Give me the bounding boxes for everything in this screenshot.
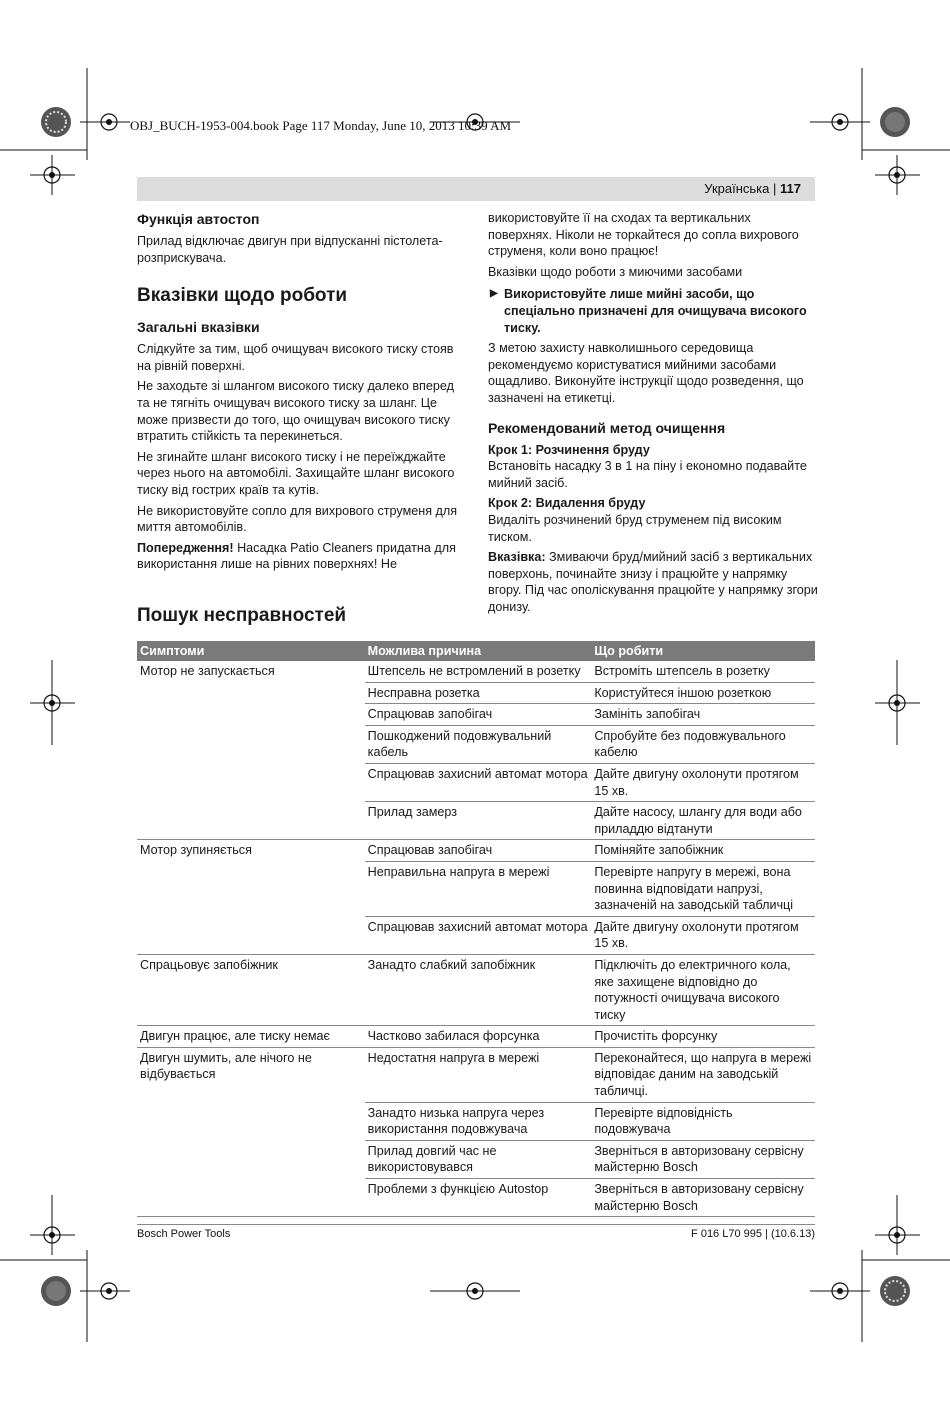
cause-cell: Занадто слабкий запобіжник [365, 954, 592, 1025]
cause-cell: Недостатня напруга в мережі [365, 1047, 592, 1102]
action-cell: Користуйтеся іншою розеткою [591, 682, 815, 704]
action-cell: Замініть запобігач [591, 704, 815, 726]
right-p1: використовуйте її на сходах та вертикальних поверхнях. Ніколи не торкайтеся до сопла вихрового струменя, коли воно працює! [488, 211, 799, 259]
bullet-text: Використовуйте лише мийні засоби, що спеціально призначені для очищувача високого тиску. [504, 287, 807, 335]
table-row [137, 802, 815, 840]
method-title: Рекомендований метод очищення [488, 419, 726, 436]
table-row [137, 682, 815, 704]
footer-left: Bosch Power Tools [137, 1228, 231, 1240]
page-header [137, 177, 815, 201]
action-cell: Зверніться в авторизовану сервісну майстерню Bosch [591, 1140, 815, 1178]
action-cell: Перевірте відповідність подовжувача [591, 1102, 815, 1140]
cause-cell: Спрацював захисний автомат мотора [365, 763, 592, 801]
step1-title: Крок 1: Розчинення бруду [488, 442, 650, 457]
table-row [137, 861, 815, 916]
detergent-bullet [488, 286, 818, 336]
right-p2: Вказівки щодо роботи з миючими засобами [488, 264, 743, 279]
table-row [137, 763, 815, 801]
table-row [137, 1026, 815, 1048]
warning-paragraph [137, 540, 467, 573]
step2-text: Видаліть розчинений бруд струменем під високим тиском. [488, 512, 782, 544]
general-p3: Не згинайте шланг високого тиску і не переїжджайте через нього на автомобілі. Захищайте шланг високого тиску від гострих країв та кутів. [137, 449, 455, 497]
general-p2: Не заходьте зі шлангом високого тиску далеко вперед та не тягніть очищувач високого тиску за шланг. Це може призвести до того, що очищувач високого тиску втратить стійкість та перекинеться. [137, 379, 454, 444]
table-row [137, 840, 815, 862]
step2-title: Крок 2: Видалення бруду [488, 496, 646, 511]
header-action: Що робити [591, 641, 815, 661]
page-number: 117 [780, 181, 801, 196]
right-column [488, 210, 818, 619]
symptom-cell [137, 763, 365, 801]
cause-cell: Спрацював захисний автомат мотора [365, 916, 592, 954]
table-row [137, 1140, 815, 1178]
action-cell: Прочистіть форсунку [591, 1026, 815, 1048]
cause-cell: Пошкоджений подовжувальний кабель [365, 725, 592, 763]
warning-label: Попередження! [137, 540, 234, 555]
action-cell: Перевірте напругу в мережі, вона повинна відповідати напрузі, зазначеній на заводській табличці [591, 861, 815, 916]
symptom-cell [137, 682, 365, 704]
step1-text: Встановіть насадку 3 в 1 на піну і економно подавайте мийний засіб. [488, 459, 807, 490]
troubleshoot-title: Пошук несправностей [137, 605, 347, 626]
symptom-cell [137, 916, 365, 954]
cause-cell: Прилад замерз [365, 802, 592, 840]
autostop-title: Функція автостоп [137, 211, 260, 227]
symptom-cell: Двигун шумить, але нічого не відбувається [137, 1047, 365, 1102]
header-text [704, 181, 801, 196]
symptom-cell [137, 1102, 365, 1140]
symptom-cell [137, 725, 365, 763]
action-cell: Підключіть до електричного кола, яке захищене відповідно до потужності очищувача високого тиску [591, 954, 815, 1025]
header-cause: Можлива причина [365, 641, 592, 661]
troubleshoot-table [137, 641, 815, 1217]
header-symptoms: Симптоми [137, 641, 365, 661]
left-column [137, 210, 467, 577]
general-p4: Не використовуйте сопло для вихрового струменя для миття автомобілів. [137, 503, 458, 535]
action-cell: Дайте двигуну охолонути протягом 15 хв. [591, 763, 815, 801]
table-header-row [137, 641, 815, 661]
footer-right: F 016 L70 995 | (10.6.13) [691, 1228, 815, 1240]
arrow-icon: ▶ [490, 288, 498, 300]
hint-text: Змиваючи бруд/мийний засіб з вертикальних поверхонь, починайте знизу і працюйте у напрямку вгору. Під час ополіскування працюйте у напрямку згори донизу. [488, 550, 818, 614]
general-p1: Слідкуйте за тим, щоб очищувач високого тиску стояв на рівній поверхні. [137, 342, 454, 373]
symptom-cell [137, 802, 365, 840]
right-p3: З метою захисту навколишнього середовища рекомендуємо користуватися мийними засобами ощадливо. Виконуйте інструкції щодо розведення, що зазначені на етикетці. [488, 341, 804, 405]
symptom-cell [137, 861, 365, 916]
symptom-cell: Двигун працює, але тиску немає [137, 1026, 365, 1048]
cause-cell: Частково забилася форсунка [365, 1026, 592, 1048]
symptom-cell: Мотор не запускається [140, 664, 275, 678]
general-title: Загальні вказівки [137, 319, 260, 336]
table-row [137, 1179, 815, 1217]
table-row [137, 954, 815, 1025]
cause-cell: Проблеми з функцією Autostop [365, 1179, 592, 1217]
symptom-cell [137, 1179, 365, 1217]
cause-cell: Занадто низька напруга через використання подовжувача [365, 1102, 592, 1140]
print-info: OBJ_BUCH-1953-004.book Page 117 Monday, June 10, 2013 10:39 AM [130, 118, 512, 133]
table-row [137, 916, 815, 954]
action-cell: Встроміть штепсель в розетку [591, 661, 815, 682]
action-cell: Спробуйте без подовжувального кабелю [591, 725, 815, 763]
table-row [137, 1047, 815, 1102]
table-row [137, 725, 815, 763]
footer-rule [137, 1224, 815, 1225]
symptom-cell: Мотор зупиняється [137, 840, 365, 862]
symptom-cell: Спрацьовує запобіжник [137, 954, 365, 1025]
cause-cell: Штепсель не встромлений в розетку [365, 661, 592, 682]
action-cell: Переконайтеся, що напруга в мережі відповідає даним на заводській табличці. [591, 1047, 815, 1102]
symptom-cell [137, 1140, 365, 1178]
cause-cell: Спрацював запобігач [365, 840, 592, 862]
table-row [137, 704, 815, 726]
action-cell: Дайте насосу, шлангу для води або приладдю відтанути [591, 802, 815, 840]
work-title: Вказівки щодо роботи [137, 285, 348, 307]
hint-label: Вказівка: [488, 550, 546, 565]
table-body [137, 661, 815, 1217]
action-cell: Дайте двигуну охолонути протягом 15 хв. [591, 916, 815, 954]
symptom-cell [137, 704, 365, 726]
action-cell: Поміняйте запобіжник [591, 840, 815, 862]
autostop-text: Прилад відключає двигун при відпусканні пістолета-розприскувача. [137, 234, 443, 265]
table-row [137, 661, 815, 682]
hint-paragraph [488, 549, 818, 615]
action-cell: Зверніться в авторизовану сервісну майстерню Bosch [591, 1179, 815, 1217]
table-row [137, 1102, 815, 1140]
cause-cell: Прилад довгий час не використовувався [365, 1140, 592, 1178]
cause-cell: Несправна розетка [365, 682, 592, 704]
header-separator: | [773, 181, 777, 196]
cause-cell: Неправильна напруга в мережі [365, 861, 592, 916]
cause-cell: Спрацював запобігач [365, 704, 592, 726]
header-language: Українська [704, 181, 770, 196]
warning-text: Насадка Patio Cleaners придатна для використання лише на рівних поверхнях! Не [137, 540, 456, 572]
